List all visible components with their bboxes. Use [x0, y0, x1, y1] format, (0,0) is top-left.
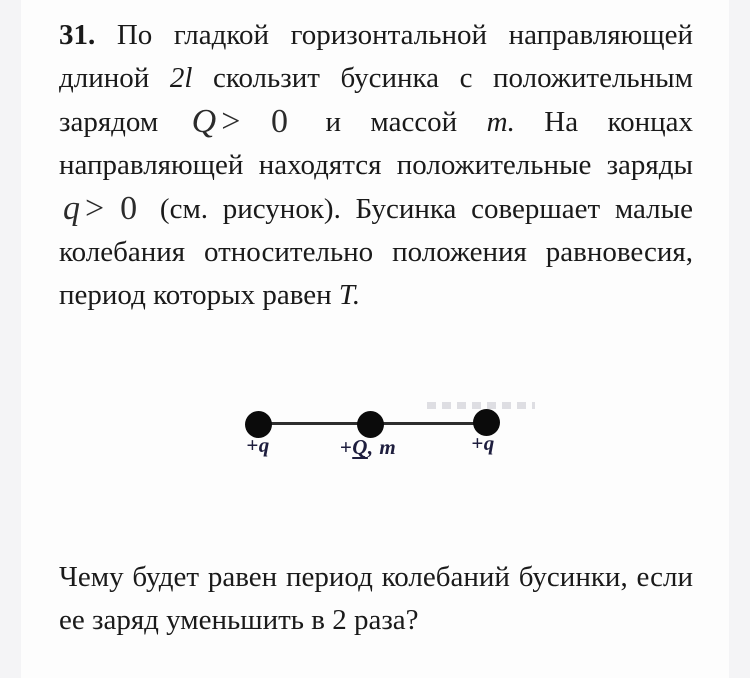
center-charge-bead: [357, 411, 384, 438]
formula-q-positive: [63, 190, 137, 227]
center-charge-label: [340, 435, 396, 460]
relation-symbol: > 0: [221, 103, 289, 140]
faint-watermark-artifact: [427, 402, 535, 409]
text-run: На концах направляющей находятся положительные заряды: [59, 106, 694, 181]
charge-Q-label: Q: [352, 435, 368, 459]
formula-Q-positive: [192, 103, 288, 140]
charge-diagram: [21, 390, 729, 462]
mass-label: , m: [367, 435, 397, 459]
question-text: Чему будет равен период колебаний бусинки, если ее заряд уменьшить в 2 раза?: [59, 561, 693, 636]
text-run: (см. рисунок). Бусинка совершает малые колебания относительно положения равновесия, период которых равен: [59, 193, 694, 311]
text-run: скользит бусинка с положительным зарядом: [59, 62, 694, 138]
right-charge-label: +q: [471, 431, 495, 455]
problem-page: [21, 0, 729, 678]
length-variable: 2l: [169, 62, 193, 94]
text-run: и массой: [325, 106, 458, 138]
left-charge-label: +q: [246, 433, 270, 457]
relation-symbol: > 0: [85, 190, 138, 227]
period-variable: T.: [338, 279, 361, 311]
charge-q-symbol: q: [63, 190, 80, 227]
charge-Q-symbol: Q: [191, 103, 217, 140]
plus-sign: +: [339, 435, 353, 459]
problem-number: 31.: [59, 19, 96, 51]
problem-statement: [21, 0, 729, 317]
mass-variable: m.: [486, 106, 515, 138]
text-run: По гладкой горизонтальной направляющей длиной: [59, 19, 693, 94]
